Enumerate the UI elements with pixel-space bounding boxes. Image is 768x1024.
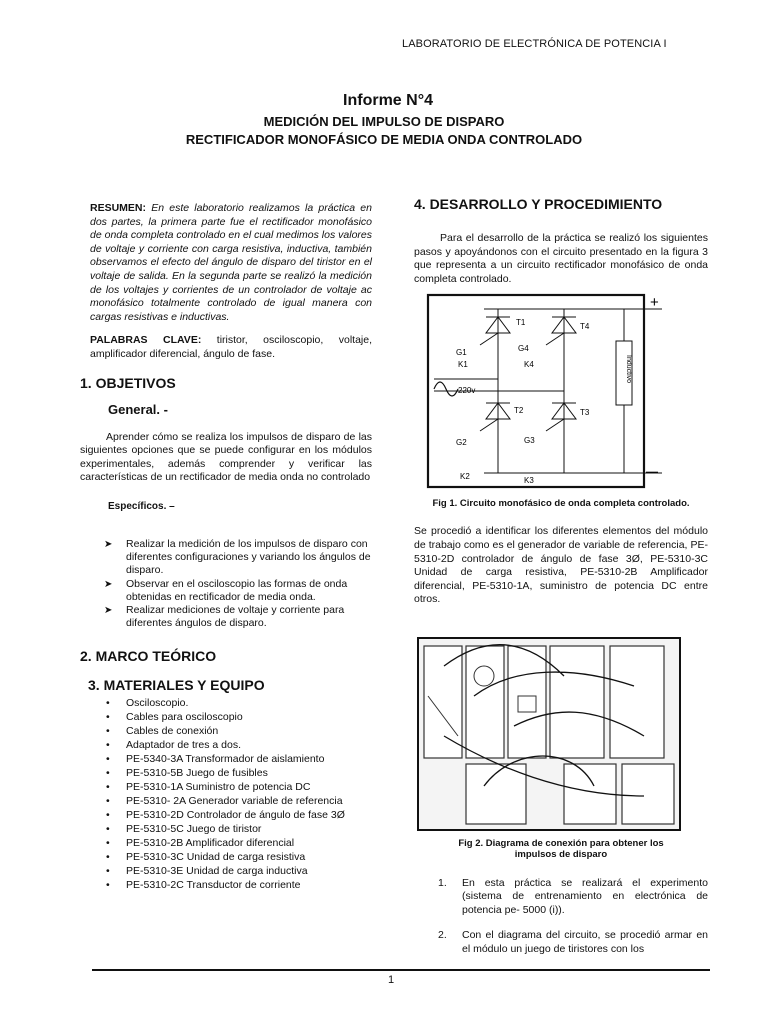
svg-text:—: — [646,464,658,479]
materiales-list [80,696,372,892]
svg-text:T1: T1 [516,318,526,328]
thyristor-t1-icon [480,317,510,345]
svg-text:G4: G4 [518,344,529,354]
thyristor-t2-icon [480,403,510,431]
list-item: • PE-5310-5B Juego de fusibles [106,767,268,780]
list-item: • PE-5310-2D Controlador de ángulo de fase 3Ø [106,809,345,822]
abstract-label: RESUMEN: [90,202,147,214]
fig1-caption: Fig 1. Circuito monofásico de onda completa controlado. [432,498,690,510]
especificos-list [80,538,372,630]
svg-text:+: + [650,294,659,312]
running-header: LABORATORIO DE ELECTRÓNICA DE POTENCIA I [402,38,667,50]
list-item: ➤ Realizar mediciones de voltaje y corriente para diferentes ángulos de disparo. [104,603,345,630]
thyristor-t4-icon [546,317,576,345]
procedure-steps [414,877,708,956]
svg-text:G1: G1 [456,348,467,358]
section-marco-heading: 2. MARCO TEÓRICO [80,648,217,665]
list-item: 1. En esta práctica se realizará el experimento (sistema de entrenamiento en electrónica de potencia pe- 5000 (i)). [438,876,708,916]
list-item: • PE-5310-3C Unidad de carga resistiva [106,851,306,864]
especificos-heading: Específicos. – [108,500,175,512]
list-item: • PE-5310-3E Unidad de carga inductiva [106,865,308,878]
general-text: Aprender cómo se realiza los impulsos de disparo de las siguientes opciones que se puede configurar en los módulos experimentales, además comprender y verificar las características de un rectificador de media onda no controlado [80,430,372,484]
circuit-diagram-figure [414,293,708,493]
module-panel-icon [610,646,664,758]
general-heading: General. - [108,401,168,417]
svg-text:K2: K2 [460,472,470,482]
desarrollo-identify: Se procedió a identificar los diferentes elementos del módulo de trabajo como es el generador de variable de referencia, PE-5310-2D controlador de ángulo de fase 3Ø, PE-5310-3C Unidad de carga resistiva, PE-5310-2B Amplificador diferencial, PE-5310-1A, suministro de potencia DC entre otros. [414,525,708,606]
right-column [414,196,708,956]
section-objetivos-heading: 1. OBJETIVOS [80,374,176,391]
svg-text:T4: T4 [580,322,590,332]
abstract [80,202,372,324]
module-panel-icon [508,646,546,758]
module-panel-icon [466,646,504,758]
report-title-line1: MEDICIÓN DEL IMPULSO DE DISPARO [263,114,505,129]
svg-text:G2: G2 [456,438,467,448]
thyristor-t3-icon [546,403,576,431]
report-title-line2: RECTIFICADOR MONOFÁSICO DE MEDIA ONDA CONTROLADO [185,132,583,147]
connection-diagram-figure [414,636,708,832]
list-item: • Cables para osciloscopio [106,711,243,724]
list-item: • Adaptador de tres a dos. [106,739,241,752]
list-item: • PE-5310-1A Suministro de potencia DC [106,781,311,794]
list-item: • PE-5310-2B Amplificador diferencial [106,837,295,850]
list-item: ➤ Realizar la medición de los impulsos de disparo con diferentes configuraciones y variando los ángulos de disparo. [104,537,371,577]
svg-text:Inductivo: Inductivo [625,355,632,384]
list-item: • PE-5340-3A Transformador de aislamiento [106,753,325,766]
list-item: • PE-5310-5C Juego de tiristor [106,823,262,836]
list-item: ➤ Observar en el osciloscopio las formas de onda obtenidas en rectificador de media onda. [104,577,348,603]
svg-text:220v: 220v [458,386,476,396]
list-item: • Osciloscopio. [106,697,189,710]
ac-source-icon [434,382,458,396]
svg-text:K1: K1 [458,360,468,370]
fig2-caption: Fig 2. Diagrama de conexión para obtener los impulsos de disparo [458,837,664,860]
footer-rule [92,969,710,971]
svg-text:T2: T2 [514,406,524,416]
arrow-bullet-icon: ➤ [104,578,113,590]
module-panel-icon [424,646,462,758]
page-number: 1 [388,974,395,986]
keywords-text: tiristor, osciloscopio, voltaje, amplificador diferencial, ángulo de fase. [90,334,373,360]
arrow-bullet-icon: ➤ [104,604,113,616]
keywords-label: PALABRAS CLAVE: [90,334,202,347]
list-item: • Cables de conexión [106,725,219,738]
keywords [80,334,372,361]
left-column [80,202,372,892]
module-panel-icon [550,646,604,758]
svg-text:T3: T3 [580,408,590,418]
section-materiales-heading: 3. MATERIALES Y EQUIPO [88,677,265,694]
report-number: Informe N°4 [343,92,433,109]
module-panel-icon [622,764,674,824]
desarrollo-intro: Para el desarrollo de la práctica se realizó los siguientes pasos y apoyándonos con el circuito presentado en la figura 3 que representa a un circuito rectificador monofásico de onda completa controlado. [414,232,708,285]
list-item: 2. Con el diagrama del circuito, se procedió armar en el módulo un juego de tiristores con los [438,929,708,955]
abstract-text: En este laboratorio realizamos la práctica en dos partes, la primera parte fue el rectificador monofásico de onda completa controlado en el cual medimos los valores de voltaje y corriente con carga resistiva, inductiva, también observamos el efecto del ángulo de disparo del tiristor en el voltaje de salida. En la segunda parte se realizó la medición de los voltajes y corrientes de un controlador de voltaje ac monofásico totalmente controlado de igual manera con cargas resistivas e inductivas. [90,202,372,323]
svg-text:K3: K3 [524,476,534,486]
svg-text:K4: K4 [524,360,534,370]
arrow-bullet-icon: ➤ [104,538,113,550]
list-item: • PE-5310- 2A Generador variable de referencia [106,795,343,808]
list-item: • PE-5310-2C Transductor de corriente [106,879,301,892]
svg-text:G3: G3 [524,436,535,446]
title-block [0,92,768,147]
section-desarrollo-heading: 4. DESARROLLO Y PROCEDIMIENTO [414,196,663,212]
